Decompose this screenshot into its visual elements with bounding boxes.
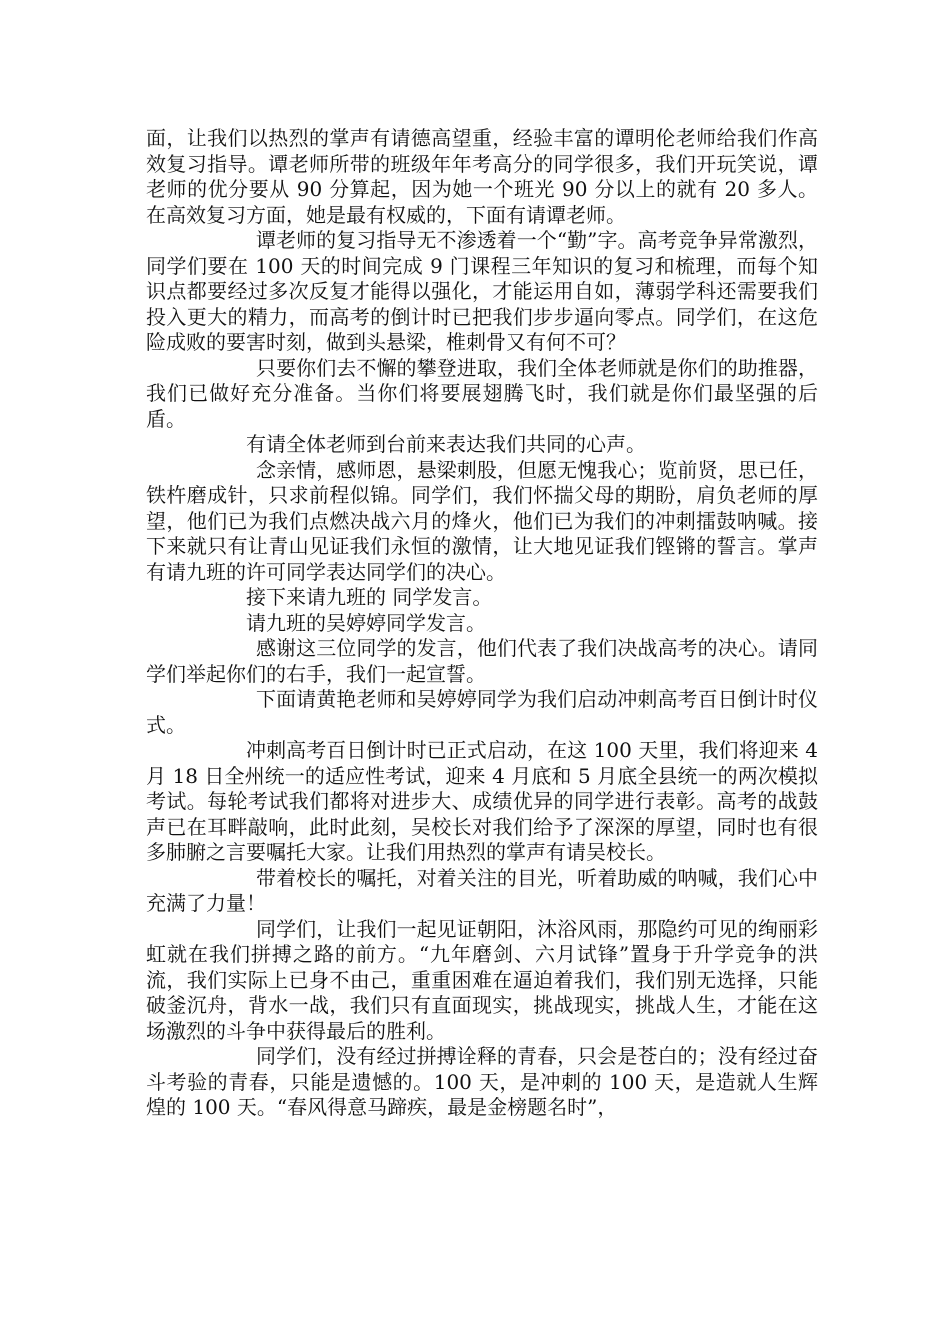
paragraph-7: 请九班的吴婷婷同学发言。	[246, 610, 486, 635]
paragraph-5: 念亲情，感师恩，悬梁刺股，但愿无愧我心；览前贤，思已任，铁杵磨成针，只求前程似锦。同学们，我们怀揣父母的期盼，肩负老师的厚望，他们已为我们点燃决战六月的烽火，他们已为我们的冲刺擂鼓呐喊。接下来就只有让青山见证我们永恒的激情，让大地见证我们铿锵的誓言。掌声有请九班的许可同学表达同学们的决心。	[146, 457, 818, 584]
paragraph-2: 谭老师的复习指导无不渗透着一个“勤”字。高考竞争异常激烈，同学们要在 100 天的时间完成 9 门课程三年知识的复习和梳理，而每个知识点都要经过多次反复才能得以强化，才能运用自如，薄弱学科还需要我们投入更大的精力，而高考的倒计时已把我们步步逼向零点。同学们，在这危险成败的要害时刻，做到头悬梁，椎刺骨又有何不可？	[146, 228, 818, 354]
document-page	[146, 126, 818, 1121]
paragraph-1: 面，让我们以热烈的掌声有请德高望重，经验丰富的谭明伦老师给我们作高效复习指导。谭老师所带的班级年年考高分的同学很多，我们开玩笑说，谭老师的优分要从 90 分算起，因为她一个班光 90 分以上的就有 20 多人。在高效复习方面，她是最有权威的，下面有请谭老师。	[146, 126, 818, 227]
paragraph-6: 接下来请九班的 同学发言。	[246, 585, 493, 609]
paragraph-3: 只要你们去不懈的攀登进取，我们全体老师就是你们的助推器，我们已做好充分准备。当你们将要展翅腾飞时，我们就是你们最坚强的后盾。	[146, 355, 818, 431]
paragraph-12: 同学们，让我们一起见证朝阳，沐浴风雨，那隐约可见的绚丽彩虹就在我们拼搏之路的前方。“九年磨剑、六月试锋”置身于升学竞争的洪流，我们实际上已身不由己，重重困难在逼迫着我们，我们别无选择，只能破釜沉舟，背水一战，我们只有直面现实，挑战现实，挑战人生，才能在这场激烈的斗争中获得最后的胜利。	[146, 916, 818, 1043]
paragraph-10: 冲刺高考百日倒计时已正式启动，在这 100 天里，我们将迎来 4 月 18 日全州统一的适应性考试，迎来 4 月底和 5 月底全县统一的两次模拟考试。每轮考试我们都将对进步大、成绩优异的同学进行表彰。高考的战鼓声已在耳畔敲响，此时此刻，吴校长对我们给予了深深的厚望，同时也有很多肺腑之言要嘱托大家。让我们用热烈的掌声有请吴校长。	[146, 738, 818, 864]
paragraph-11: 带着校长的嘱托，对着关注的目光，听着助威的呐喊，我们心中充满了力量！	[146, 865, 818, 915]
paragraph-4: 有请全体老师到台前来表达我们共同的心声。	[246, 432, 646, 456]
paragraph-8: 感谢这三位同学的发言，他们代表了我们决战高考的决心。请同学们举起你们的右手，我们一起宣誓。	[146, 636, 818, 686]
paragraph-9: 下面请黄艳老师和吴婷婷同学为我们启动冲刺高考百日倒计时仪式。	[146, 687, 818, 737]
paragraph-13: 同学们，没有经过拼搏诠释的青春，只会是苍白的；没有经过奋斗考验的青春，只能是遗憾的。100 天，是冲刺的 100 天，是造就人生辉煌的 100 天。“春风得意马蹄疾，最是金榜题名时”，	[146, 1044, 818, 1119]
